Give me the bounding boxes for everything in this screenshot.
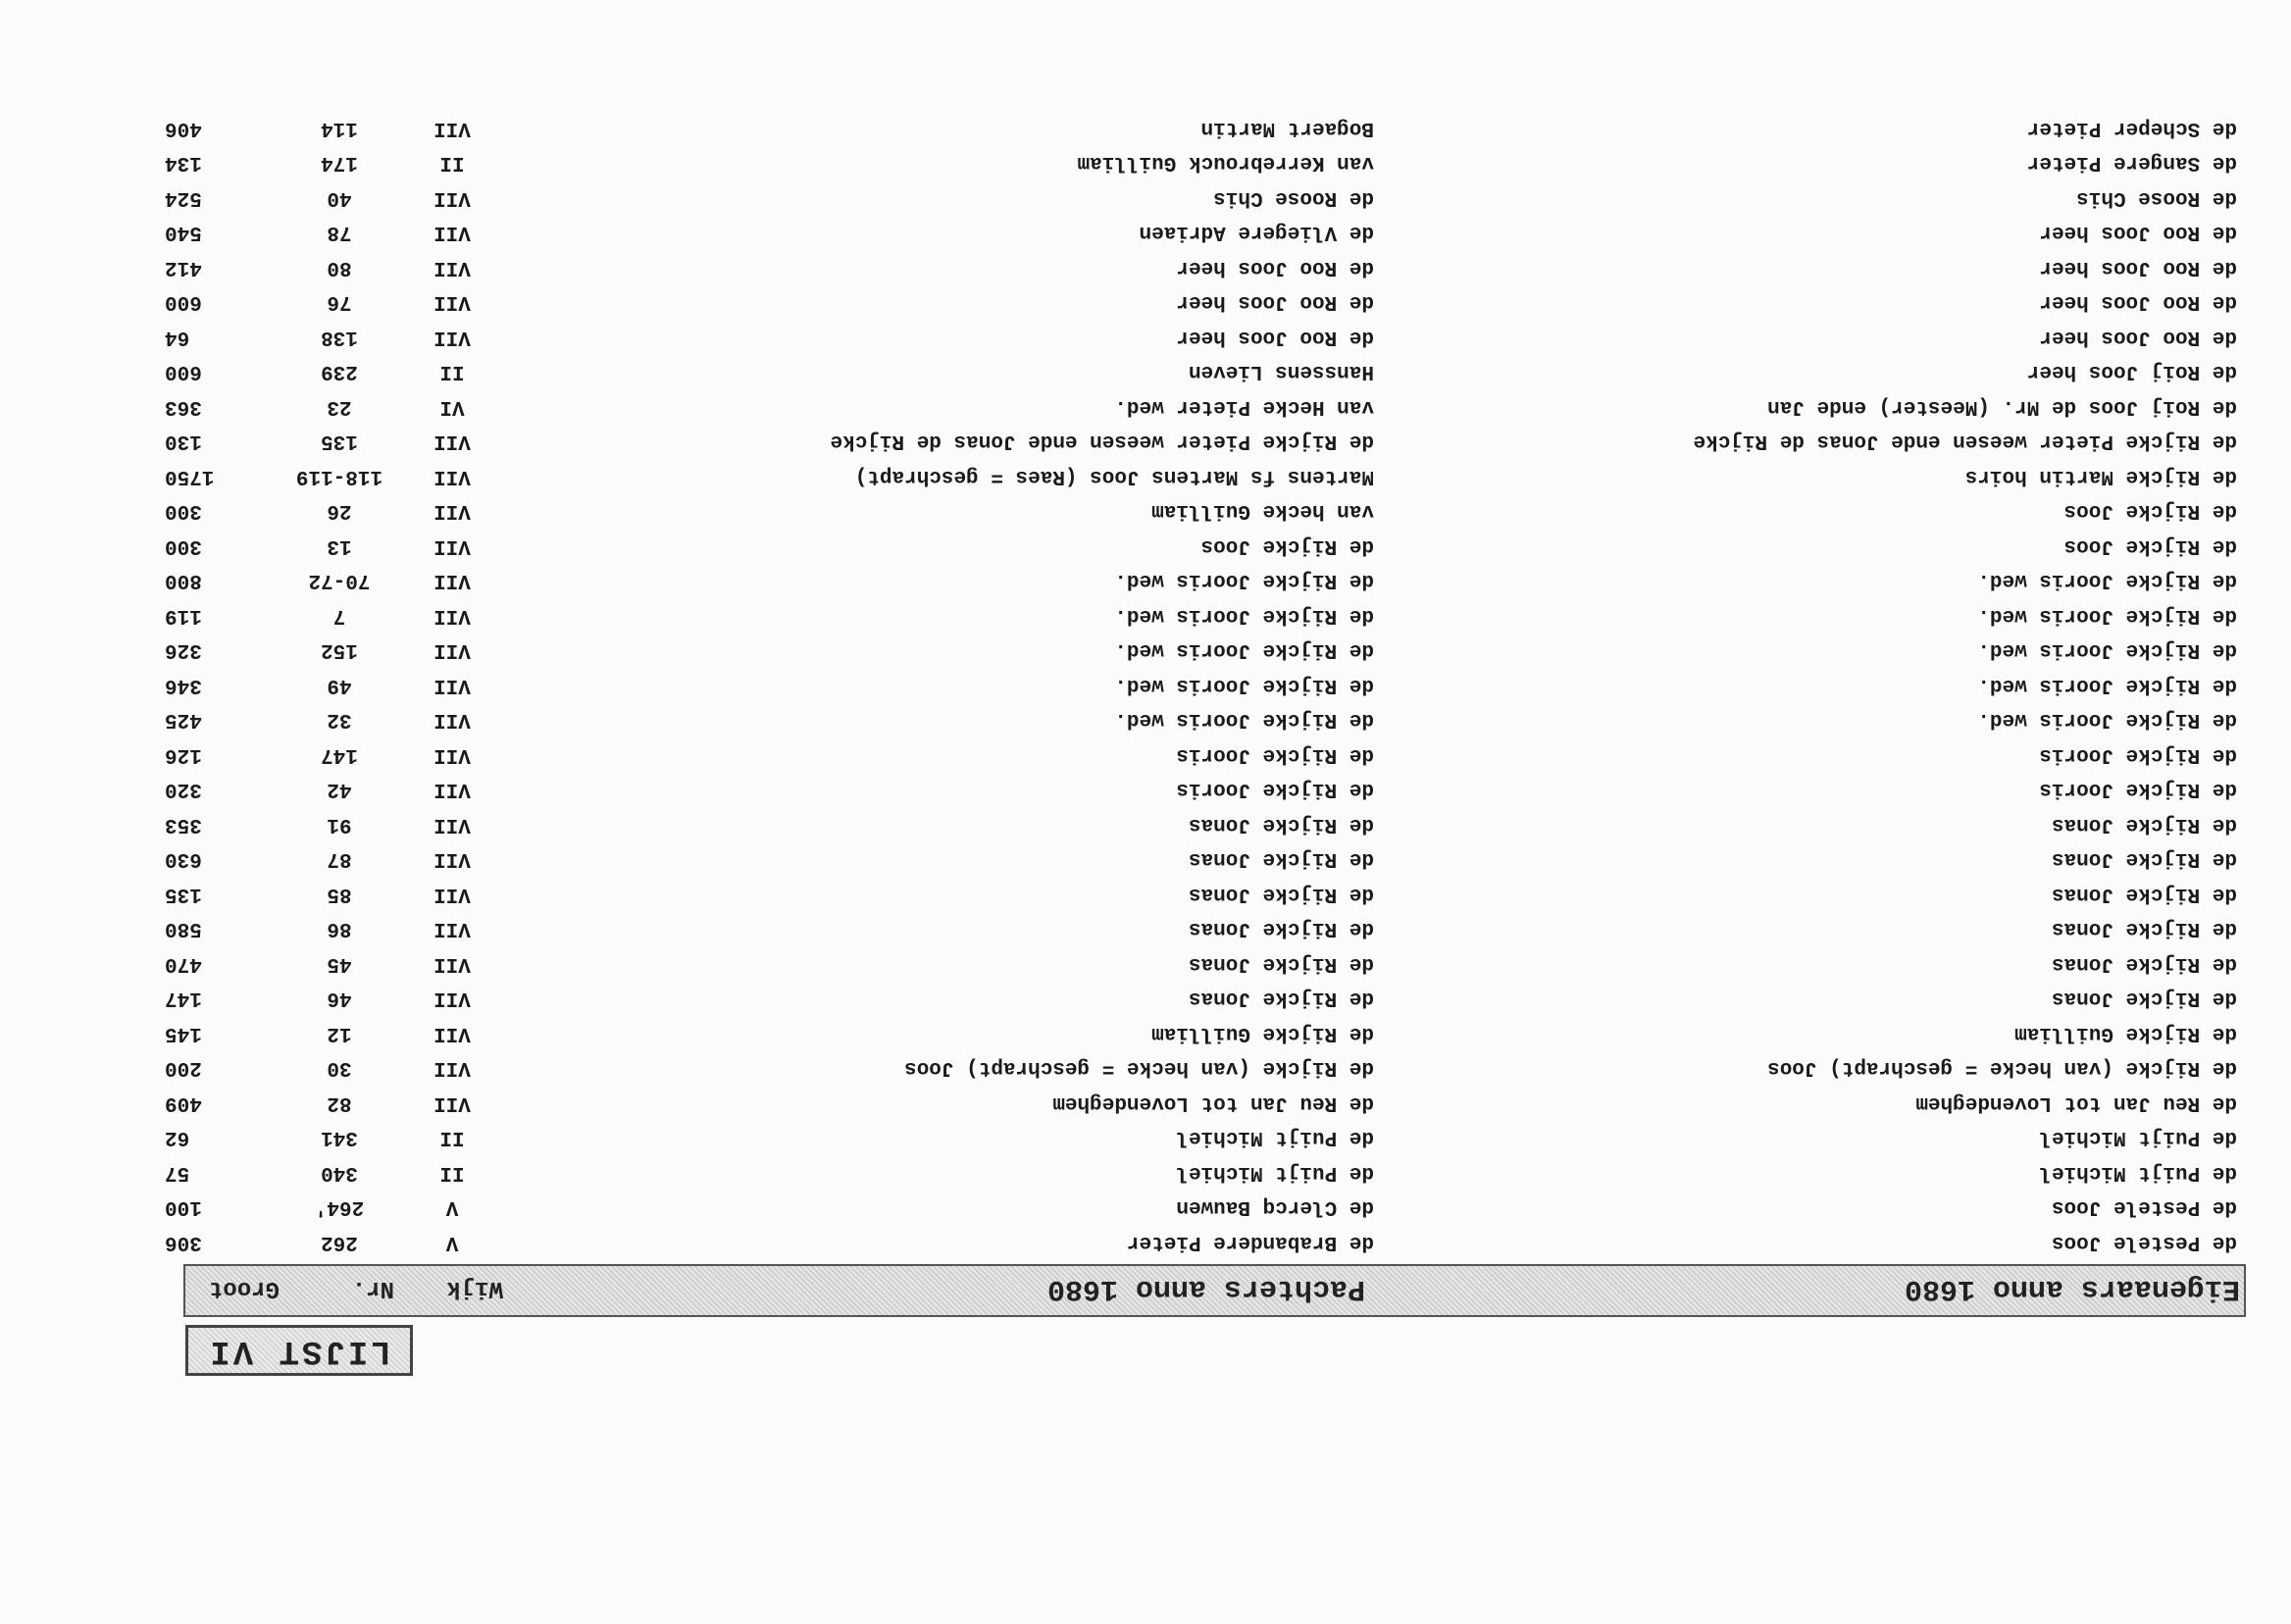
owner-cell: de Roo Joos heer [2039, 290, 2237, 314]
groot-cell: 64 [165, 326, 190, 348]
nr-cell: 152 [321, 638, 358, 662]
wijk-cell: VII [433, 708, 471, 732]
wijk-cell: VI [439, 395, 465, 418]
groot-cell: 1750 [165, 465, 215, 487]
table-row [0, 418, 2291, 453]
table-row [0, 452, 2291, 487]
tenant-cell: Martens fs Martens Joos (Raes = geschrapt) [854, 465, 1374, 487]
groot-cell: 126 [165, 743, 202, 766]
wijk-cell: VII [433, 186, 471, 209]
wijk-cell: VII [433, 534, 471, 557]
tenant-cell: de Brabandere Pieter [1126, 1231, 1374, 1253]
header-eigenaars: Eigenaars anno 1680 [1904, 1272, 2240, 1305]
wijk-cell: VII [433, 604, 471, 627]
table-row [0, 661, 2291, 696]
groot-cell: 147 [165, 987, 202, 1010]
wijk-cell: VII [433, 638, 471, 662]
table-row [0, 696, 2291, 732]
wijk-cell: VII [433, 1091, 471, 1114]
tenant-cell: de Puijt Michiel [1176, 1161, 1374, 1184]
groot-cell: 406 [165, 117, 202, 139]
wijk-cell: V [445, 1195, 459, 1219]
wijk-cell: II [439, 1161, 465, 1184]
nr-cell: 80 [327, 256, 352, 279]
owner-cell: de Rijcke Jonas [2051, 813, 2237, 836]
tenant-cell: de Rijcke Jonas [1188, 952, 1374, 975]
tenant-cell: de Reu Jan tot Lovendeghem [1052, 1091, 1374, 1114]
groot-cell: 425 [165, 708, 202, 732]
table-row [0, 766, 2291, 801]
table-row [0, 1009, 2291, 1044]
nr-cell: 85 [327, 883, 352, 905]
owner-cell: de Roij Joos heer [2026, 360, 2237, 383]
groot-cell: 326 [165, 638, 202, 662]
owner-cell: de Rijcke Jooris wed. [1977, 708, 2237, 732]
wijk-cell: II [439, 360, 465, 383]
list-title: LIJST VI [207, 1332, 391, 1369]
tenant-cell: de Rijcke Jooris wed. [1114, 638, 1374, 662]
tenant-cell: de Rijcke Guilliam [1151, 1022, 1374, 1044]
wijk-cell: VII [433, 1056, 471, 1080]
wijk-cell: VII [433, 221, 471, 244]
tenant-cell: de Rijcke Jooris wed. [1114, 604, 1374, 627]
owner-cell: de Rijcke Jonas [2051, 987, 2237, 1010]
owner-cell: de Reu Jan tot Lovendeghem [1915, 1091, 2237, 1114]
owner-cell: de Roo Joos heer [2039, 221, 2237, 244]
nr-cell: 87 [327, 847, 352, 871]
nr-cell: 174 [321, 151, 358, 175]
table-row [0, 209, 2291, 244]
tenant-cell: de Rijcke Jonas [1188, 813, 1374, 836]
groot-cell: 130 [165, 430, 202, 453]
wijk-cell: VII [433, 987, 471, 1010]
wijk-cell: VII [433, 430, 471, 453]
wijk-cell: VII [433, 778, 471, 801]
header-pachters: Pachters anno 1680 [1046, 1272, 1365, 1305]
wijk-cell: VII [433, 813, 471, 836]
wijk-cell: VII [433, 465, 471, 487]
tenant-cell: de Rijcke Jonas [1188, 987, 1374, 1010]
groot-cell: 409 [165, 1091, 202, 1114]
table-row [0, 139, 2291, 175]
table-row [0, 731, 2291, 766]
nr-cell: 91 [327, 813, 352, 836]
owner-cell: de Rijcke Jonas [2051, 952, 2237, 975]
groot-cell: 300 [165, 499, 202, 523]
table-row [0, 313, 2291, 348]
groot-cell: 524 [165, 186, 202, 209]
groot-cell: 630 [165, 847, 202, 871]
header-nr: Nr. [351, 1275, 394, 1301]
wijk-cell: VII [433, 569, 471, 592]
tenant-cell: de Rijcke Jooris [1176, 743, 1374, 766]
table-row [0, 104, 2291, 139]
header-wijk: Wijk [446, 1275, 503, 1301]
nr-cell: 118-119 [295, 465, 383, 487]
tenant-cell: de Rijcke (van hecke = geschrapt) Joos [904, 1056, 1374, 1080]
wijk-cell: VII [433, 847, 471, 871]
tenant-cell: de Vliegere Adriaen [1139, 221, 1374, 244]
groot-cell: 119 [165, 604, 202, 627]
table-row [0, 1184, 2291, 1219]
nr-cell: 30 [327, 1056, 352, 1080]
groot-cell: 135 [165, 883, 202, 905]
groot-cell: 800 [165, 569, 202, 592]
table-row [0, 1044, 2291, 1080]
nr-cell: 86 [327, 917, 352, 940]
table-row [0, 836, 2291, 871]
wijk-cell: II [439, 151, 465, 175]
tenant-cell: de Rijcke Pieter weesen ende Jonas de Rijcke [830, 430, 1374, 453]
tenant-cell: de Clercq Bauwen [1176, 1195, 1374, 1219]
table-row [0, 939, 2291, 975]
groot-cell: 100 [165, 1195, 202, 1219]
wijk-cell: VII [433, 290, 471, 314]
owner-cell: de Rijcke Jooris [2039, 743, 2237, 766]
owner-cell: de Rijcke Joos [2063, 499, 2237, 523]
nr-cell: 49 [327, 674, 352, 696]
owner-cell: de Rijcke Pieter weesen ende Jonas de Rijcke [1693, 430, 2237, 453]
tenant-cell: van Hecke Pieter wed. [1114, 395, 1374, 418]
wijk-cell: VII [433, 499, 471, 523]
groot-cell: 134 [165, 151, 202, 175]
table-row [0, 905, 2291, 940]
tenant-cell: de Puijt Michiel [1176, 1126, 1374, 1149]
groot-cell: 600 [165, 360, 202, 383]
table-row [0, 557, 2291, 592]
owner-cell: de Puijt Michiel [2039, 1161, 2237, 1184]
groot-cell: 470 [165, 952, 202, 975]
owner-cell: de Rijcke Jonas [2051, 883, 2237, 905]
table-row [0, 279, 2291, 314]
wijk-cell: II [439, 1126, 465, 1149]
groot-cell: 145 [165, 1022, 202, 1044]
nr-cell: 26 [327, 499, 352, 523]
nr-cell: 32 [327, 708, 352, 732]
table-row [0, 243, 2291, 279]
tenant-cell: de Rijcke Jooris wed. [1114, 569, 1374, 592]
groot-cell: 600 [165, 290, 202, 314]
nr-cell: 264' [314, 1195, 365, 1219]
nr-cell: 23 [327, 395, 352, 418]
owner-cell: de Roose Chis [2076, 186, 2237, 209]
groot-cell: 363 [165, 395, 202, 418]
tenant-cell: de Rijcke Joos [1200, 534, 1374, 557]
wijk-cell: V [445, 1231, 459, 1253]
table-row [0, 975, 2291, 1010]
nr-cell: 12 [327, 1022, 352, 1044]
table-row [0, 800, 2291, 836]
wijk-cell: VII [433, 674, 471, 696]
tenant-cell: de Rijcke Jooris wed. [1114, 708, 1374, 732]
groot-cell: 62 [165, 1126, 190, 1149]
nr-cell: 76 [327, 290, 352, 314]
tenant-cell: de Rijcke Jooris [1176, 778, 1374, 801]
table-row [0, 1114, 2291, 1149]
table-row [0, 174, 2291, 209]
groot-cell: 306 [165, 1231, 202, 1253]
nr-cell: 40 [327, 186, 352, 209]
table-header [183, 1264, 2246, 1317]
owner-cell: de Rijcke Jooris wed. [1977, 604, 2237, 627]
nr-cell: 135 [321, 430, 358, 453]
wijk-cell: VII [433, 952, 471, 975]
nr-cell: 46 [327, 987, 352, 1010]
tenant-cell: Hanssens Lieven [1188, 360, 1374, 383]
tenant-cell: de Roo Joos heer [1176, 290, 1374, 314]
nr-cell: 147 [321, 743, 358, 766]
owner-cell: de Rijcke Joos [2063, 534, 2237, 557]
nr-cell: 341 [321, 1126, 358, 1149]
table-row [0, 382, 2291, 418]
nr-cell: 82 [327, 1091, 352, 1114]
groot-cell: 540 [165, 221, 202, 244]
nr-cell: 262 [321, 1231, 358, 1253]
table-row [0, 591, 2291, 627]
owner-cell: de Pestele Joos [2051, 1195, 2237, 1219]
header-groot: Groot [208, 1275, 280, 1301]
groot-cell: 57 [165, 1161, 190, 1184]
tenant-cell: van hecke Guilliam [1151, 499, 1374, 523]
tenant-cell: de Roo Joos heer [1176, 326, 1374, 348]
table-row [0, 1148, 2291, 1184]
tenant-cell: de Roo Joos heer [1176, 256, 1374, 279]
groot-cell: 580 [165, 917, 202, 940]
tenant-cell: de Rijcke Jonas [1188, 883, 1374, 905]
owner-cell: de Sangere Pieter [2026, 151, 2237, 175]
table-row [0, 522, 2291, 557]
nr-cell: 114 [321, 117, 358, 139]
wijk-cell: VII [433, 917, 471, 940]
nr-cell: 239 [321, 360, 358, 383]
owner-cell: de Puijt Michiel [2039, 1126, 2237, 1149]
owner-cell: de Roo Joos heer [2039, 326, 2237, 348]
nr-cell: 138 [321, 326, 358, 348]
nr-cell: 340 [321, 1161, 358, 1184]
groot-cell: 200 [165, 1056, 202, 1080]
table-row [0, 487, 2291, 523]
wijk-cell: VII [433, 256, 471, 279]
groot-cell: 300 [165, 534, 202, 557]
owner-cell: de Rijcke Jooris [2039, 778, 2237, 801]
owner-cell: de Rijcke Jooris wed. [1977, 569, 2237, 592]
nr-cell: 70-72 [308, 569, 371, 592]
table-row [0, 870, 2291, 905]
groot-cell: 320 [165, 778, 202, 801]
table-row [0, 348, 2291, 383]
wijk-cell: VII [433, 326, 471, 348]
table-row [0, 627, 2291, 662]
groot-cell: 412 [165, 256, 202, 279]
wijk-cell: VII [433, 1022, 471, 1044]
owner-cell: de Roij Joos de Mr. (Meester) ende Jan [1767, 395, 2237, 418]
tenant-cell: de Roose Chis [1213, 186, 1374, 209]
owner-cell: de Rijcke Jooris wed. [1977, 638, 2237, 662]
owner-cell: de Rijcke Jonas [2051, 917, 2237, 940]
nr-cell: 7 [332, 604, 346, 627]
wijk-cell: VII [433, 883, 471, 905]
tenant-cell: van Kerrebrouck Guilliam [1077, 151, 1374, 175]
owner-cell: de Rijcke Guilliam [2014, 1022, 2237, 1044]
tenant-cell: de Rijcke Jonas [1188, 917, 1374, 940]
owner-cell: de Rijcke Jooris wed. [1977, 674, 2237, 696]
nr-cell: 42 [327, 778, 352, 801]
owner-cell: de Rijcke (van hecke = geschrapt) Joos [1767, 1056, 2237, 1080]
owner-cell: de Roo Joos heer [2039, 256, 2237, 279]
owner-cell: de Rijcke Jonas [2051, 847, 2237, 871]
wijk-cell: VII [433, 117, 471, 139]
nr-cell: 13 [327, 534, 352, 557]
groot-cell: 346 [165, 674, 202, 696]
tenant-cell: de Rijcke Jonas [1188, 847, 1374, 871]
owner-cell: de Rijcke Martin hoirs [1964, 465, 2237, 487]
tenant-cell: de Rijcke Jooris wed. [1114, 674, 1374, 696]
list-title-box [185, 1325, 413, 1376]
owner-cell: de Pestele Joos [2051, 1231, 2237, 1253]
groot-cell: 353 [165, 813, 202, 836]
table-row [0, 1079, 2291, 1114]
tenant-cell: Bogaert Martin [1200, 117, 1374, 139]
owner-cell: de Scheper Pieter [2026, 117, 2237, 139]
nr-cell: 78 [327, 221, 352, 244]
nr-cell: 45 [327, 952, 352, 975]
table-row [0, 1218, 2291, 1253]
wijk-cell: VII [433, 743, 471, 766]
